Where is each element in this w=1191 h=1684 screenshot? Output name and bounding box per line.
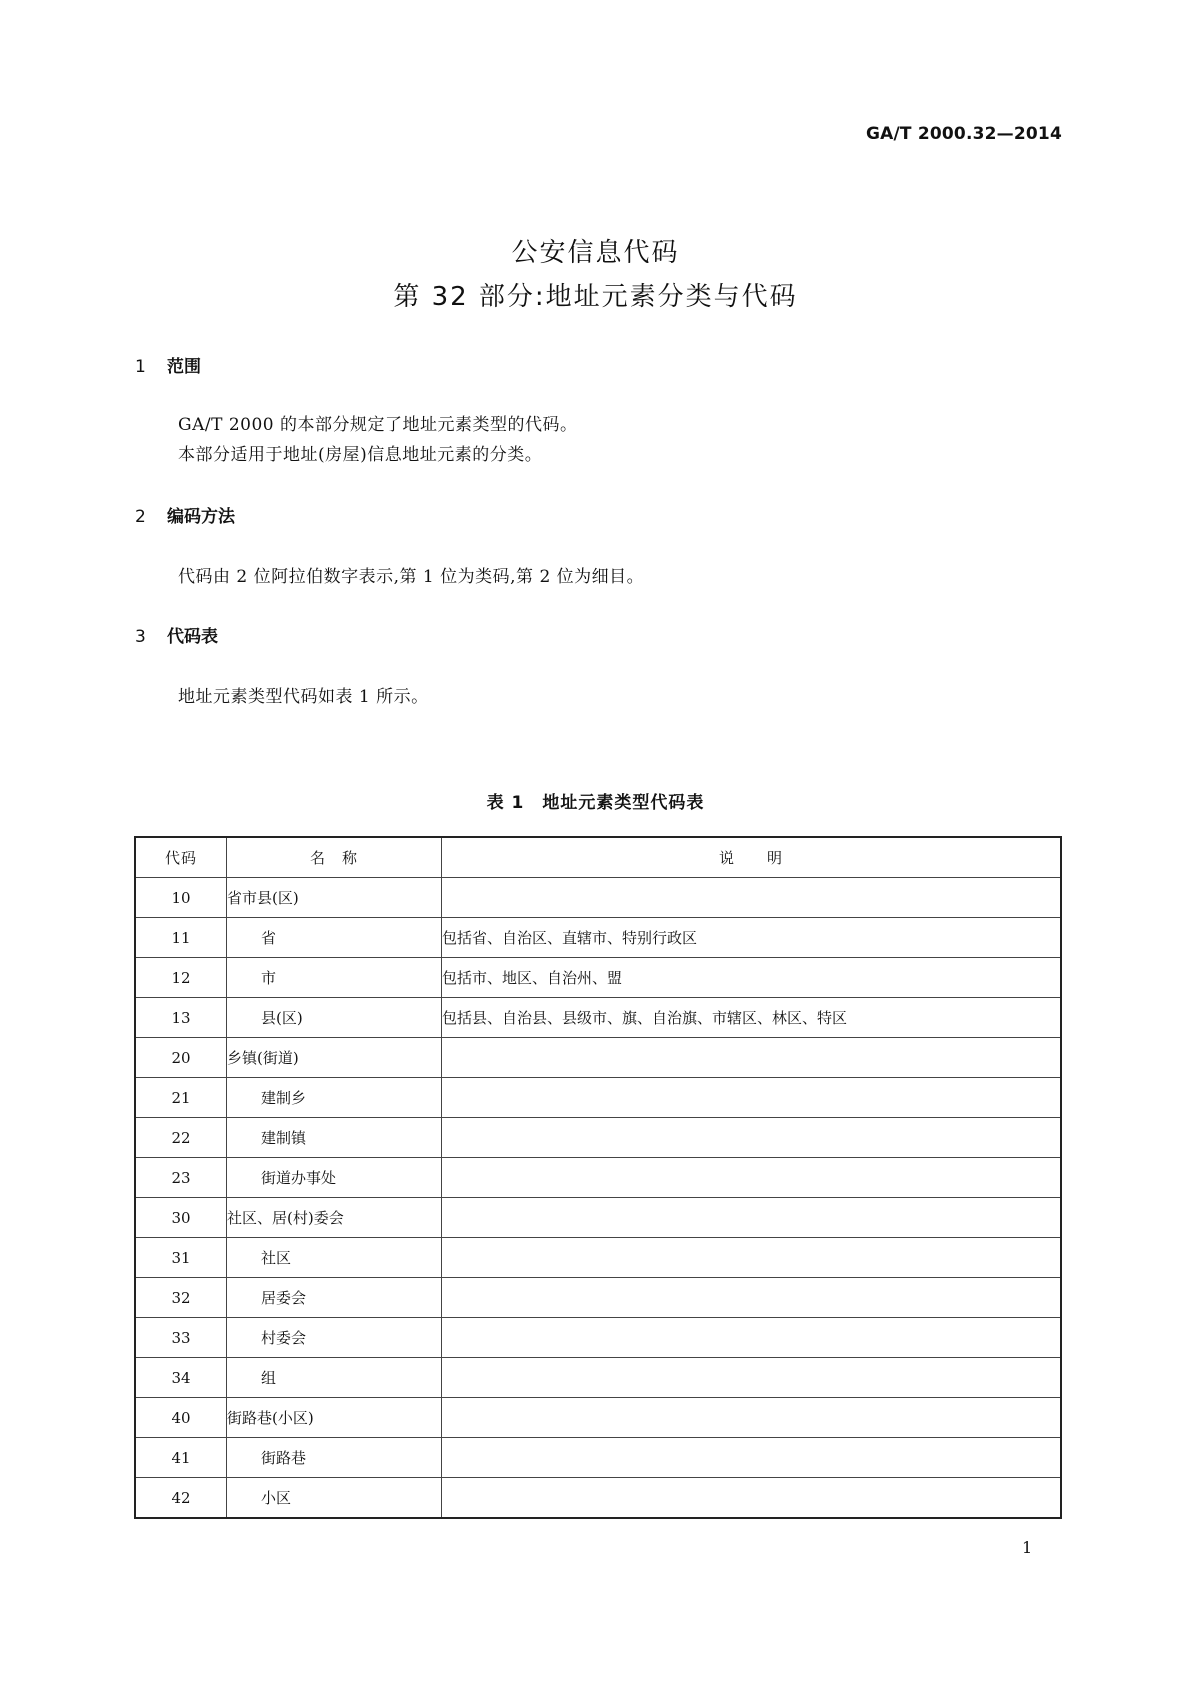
cell-description bbox=[442, 1358, 1062, 1398]
cell-code: 30 bbox=[135, 1198, 227, 1238]
cell-code: 32 bbox=[135, 1278, 227, 1318]
cell-name: 居委会 bbox=[227, 1278, 442, 1318]
page-number: 1 bbox=[1022, 1538, 1033, 1557]
cell-description bbox=[442, 878, 1062, 918]
cell-description bbox=[442, 1158, 1062, 1198]
cell-code: 11 bbox=[135, 918, 227, 958]
cell-code: 21 bbox=[135, 1078, 227, 1118]
table-row bbox=[135, 878, 1061, 918]
cell-name: 组 bbox=[227, 1358, 442, 1398]
table-row bbox=[135, 998, 1061, 1038]
cell-description: 包括市、地区、自治州、盟 bbox=[442, 958, 1062, 998]
cell-description bbox=[442, 1318, 1062, 1358]
cell-code: 20 bbox=[135, 1038, 227, 1078]
table-header-row bbox=[135, 837, 1061, 878]
standard-code: GA/T 2000.32—2014 bbox=[866, 124, 1062, 144]
table-row bbox=[135, 1398, 1061, 1438]
cell-name: 省市县(区) bbox=[227, 878, 442, 918]
header-description: 说 明 bbox=[442, 837, 1062, 878]
cell-description bbox=[442, 1118, 1062, 1158]
cell-code: 33 bbox=[135, 1318, 227, 1358]
table-body bbox=[135, 878, 1061, 1519]
cell-code: 22 bbox=[135, 1118, 227, 1158]
section-heading-scope bbox=[135, 352, 201, 377]
cell-description: 包括省、自治区、直辖市、特别行政区 bbox=[442, 918, 1062, 958]
table-row bbox=[135, 1198, 1061, 1238]
document-subtitle: 第 32 部分:地址元素分类与代码 bbox=[393, 282, 798, 312]
section-heading-code-table bbox=[135, 622, 218, 647]
cell-name: 市 bbox=[227, 958, 442, 998]
table-row bbox=[135, 1278, 1061, 1318]
table-row bbox=[135, 1238, 1061, 1278]
paragraph: 代码由 2 位阿拉伯数字表示,第 1 位为类码,第 2 位为细目。 bbox=[178, 567, 645, 587]
cell-code: 23 bbox=[135, 1158, 227, 1198]
cell-name: 县(区) bbox=[227, 998, 442, 1038]
cell-code: 41 bbox=[135, 1438, 227, 1478]
cell-name: 街路巷(小区) bbox=[227, 1398, 442, 1438]
cell-description bbox=[442, 1398, 1062, 1438]
section-heading-coding-method bbox=[135, 502, 235, 527]
cell-name: 小区 bbox=[227, 1478, 442, 1519]
cell-description bbox=[442, 1198, 1062, 1238]
cell-name: 街路巷 bbox=[227, 1438, 442, 1478]
cell-description: 包括县、自治县、县级市、旗、自治旗、市辖区、林区、特区 bbox=[442, 998, 1062, 1038]
cell-code: 12 bbox=[135, 958, 227, 998]
address-element-code-table bbox=[134, 836, 1062, 1519]
header-code: 代码 bbox=[135, 837, 227, 878]
table-row bbox=[135, 1358, 1061, 1398]
cell-name: 街道办事处 bbox=[227, 1158, 442, 1198]
document-title: 公安信息代码 bbox=[511, 238, 680, 268]
table-row bbox=[135, 1118, 1061, 1158]
table-row bbox=[135, 1438, 1061, 1478]
table-row bbox=[135, 918, 1061, 958]
table-row bbox=[135, 1318, 1061, 1358]
table-row bbox=[135, 1158, 1061, 1198]
cell-name: 建制乡 bbox=[227, 1078, 442, 1118]
section-title: 范围 bbox=[167, 357, 201, 377]
section-number: 1 bbox=[135, 357, 146, 377]
cell-name: 省 bbox=[227, 918, 442, 958]
cell-name: 社区、居(村)委会 bbox=[227, 1198, 442, 1238]
table-row bbox=[135, 1478, 1061, 1519]
section-number: 3 bbox=[135, 627, 146, 647]
cell-description bbox=[442, 1438, 1062, 1478]
cell-code: 42 bbox=[135, 1478, 227, 1519]
cell-description bbox=[442, 1478, 1062, 1519]
cell-name: 村委会 bbox=[227, 1318, 442, 1358]
cell-code: 13 bbox=[135, 998, 227, 1038]
cell-name: 社区 bbox=[227, 1238, 442, 1278]
cell-description bbox=[442, 1278, 1062, 1318]
cell-code: 31 bbox=[135, 1238, 227, 1278]
table-row bbox=[135, 1078, 1061, 1118]
cell-description bbox=[442, 1238, 1062, 1278]
paragraph: GA/T 2000 的本部分规定了地址元素类型的代码。 bbox=[178, 415, 578, 435]
cell-code: 10 bbox=[135, 878, 227, 918]
cell-description bbox=[442, 1038, 1062, 1078]
cell-description bbox=[442, 1078, 1062, 1118]
paragraph: 地址元素类型代码如表 1 所示。 bbox=[178, 687, 429, 707]
table-row bbox=[135, 1038, 1061, 1078]
paragraph: 本部分适用于地址(房屋)信息地址元素的分类。 bbox=[178, 445, 543, 465]
cell-name: 乡镇(街道) bbox=[227, 1038, 442, 1078]
section-title: 代码表 bbox=[167, 627, 218, 647]
cell-code: 40 bbox=[135, 1398, 227, 1438]
cell-code: 34 bbox=[135, 1358, 227, 1398]
cell-name: 建制镇 bbox=[227, 1118, 442, 1158]
header-name: 名 称 bbox=[227, 837, 442, 878]
section-title: 编码方法 bbox=[167, 507, 235, 527]
table-caption: 表 1 地址元素类型代码表 bbox=[486, 793, 705, 813]
table-row bbox=[135, 958, 1061, 998]
section-number: 2 bbox=[135, 507, 146, 527]
